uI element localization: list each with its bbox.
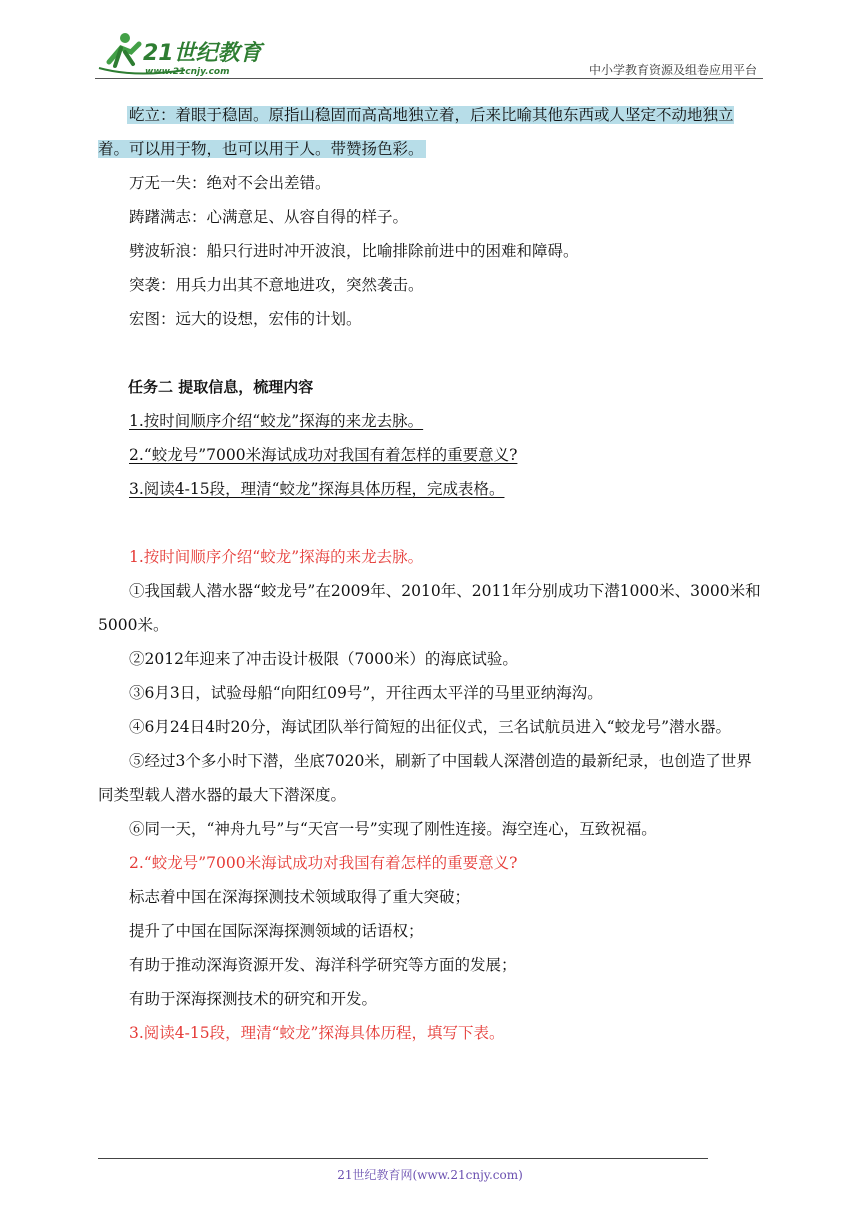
platform-name: 中小学教育资源及组卷应用平台 bbox=[588, 63, 757, 77]
answer-item: ④6月24日4时20分，海试团队举行简短的出征仪式，三名试航员进入“蛟龙号”潜水器。 bbox=[129, 718, 732, 736]
task-question: 3.阅读4-15段，理清“蛟龙”探海具体历程，完成表格。 bbox=[129, 480, 505, 498]
svg-text:www.21cnjy.com: www.21cnjy.com bbox=[145, 67, 230, 77]
footer-divider bbox=[98, 1158, 708, 1159]
answer-item: ③6月3日，试验母船“向阳红09号”，开往西太平洋的马里亚纳海沟。 bbox=[129, 684, 603, 702]
answer-heading-1: 1.按时间顺序介绍“蛟龙”探海的来龙去脉。 bbox=[129, 548, 424, 566]
answer-item: ①我国载人潜水器“蛟龙号”在2009年、2010年、2011年分别成功下潜1000米、3000米和5000米。 bbox=[98, 582, 761, 634]
answer-heading-2: 2.“蛟龙号”7000米海试成功对我国有着怎样的重要意义? bbox=[129, 854, 518, 872]
answer-item: ⑥同一天，“神舟九号”与“天宫一号”实现了刚性连接。海空连心，互致祝福。 bbox=[129, 820, 657, 838]
answer-item: 提升了中国在国际深海探测领域的话语权； bbox=[129, 922, 424, 940]
footer-text: 21世纪教育网(www.21cnjy.com) bbox=[337, 1168, 523, 1182]
answer-item: ②2012年迎来了冲击设计极限（7000米）的海底试验。 bbox=[129, 650, 518, 668]
spacer bbox=[98, 506, 762, 540]
answer-item: 有助于深海探测技术的研究和开发。 bbox=[129, 990, 378, 1008]
task-title: 任务二 提取信息，梳理内容 bbox=[128, 378, 314, 396]
answer-item: 标志着中国在深海探测技术领域取得了重大突破； bbox=[129, 888, 471, 906]
spacer bbox=[98, 336, 762, 370]
page-header bbox=[95, 30, 763, 80]
header-divider bbox=[95, 78, 763, 79]
site-logo bbox=[95, 30, 265, 78]
page-content bbox=[98, 98, 762, 1050]
vocab-item: 劈波斩浪：船只行进时冲开波浪，比喻排除前进中的困难和障碍。 bbox=[129, 242, 579, 260]
vocab-item bbox=[98, 98, 762, 166]
task-question: 1.按时间顺序介绍“蛟龙”探海的来龙去脉。 bbox=[129, 412, 424, 430]
answer-heading-3: 3.阅读4-15段，理清“蛟龙”探海具体历程，填写下表。 bbox=[129, 1024, 505, 1042]
vocab-item: 宏图：远大的设想，宏伟的计划。 bbox=[129, 310, 362, 328]
vocab-item: 万无一失：绝对不会出差错。 bbox=[129, 174, 331, 192]
svg-text:21世纪教育: 21世纪教育 bbox=[143, 41, 262, 66]
answer-item: 有助于推动深海资源开发、海洋科学研究等方面的发展； bbox=[129, 956, 517, 974]
task-question: 2.“蛟龙号”7000米海试成功对我国有着怎样的重要意义? bbox=[129, 446, 518, 464]
highlighted-vocab: 屹立：着眼于稳固。原指山稳固而高高地独立着，后来比喻其他东西或人坚定不动地独立着。可以用于物，也可以用于人。带赞扬色彩。 bbox=[98, 106, 734, 158]
vocab-item: 突袭：用兵力出其不意地进攻，突然袭击。 bbox=[129, 276, 424, 294]
answer-item: ⑤经过3个多小时下潜，坐底7020米，刷新了中国载人深潜创造的最新纪录，也创造了世界同类型载人潜水器的最大下潜深度。 bbox=[98, 752, 752, 804]
vocab-item: 踌躇满志：心满意足、从容自得的样子。 bbox=[129, 208, 409, 226]
